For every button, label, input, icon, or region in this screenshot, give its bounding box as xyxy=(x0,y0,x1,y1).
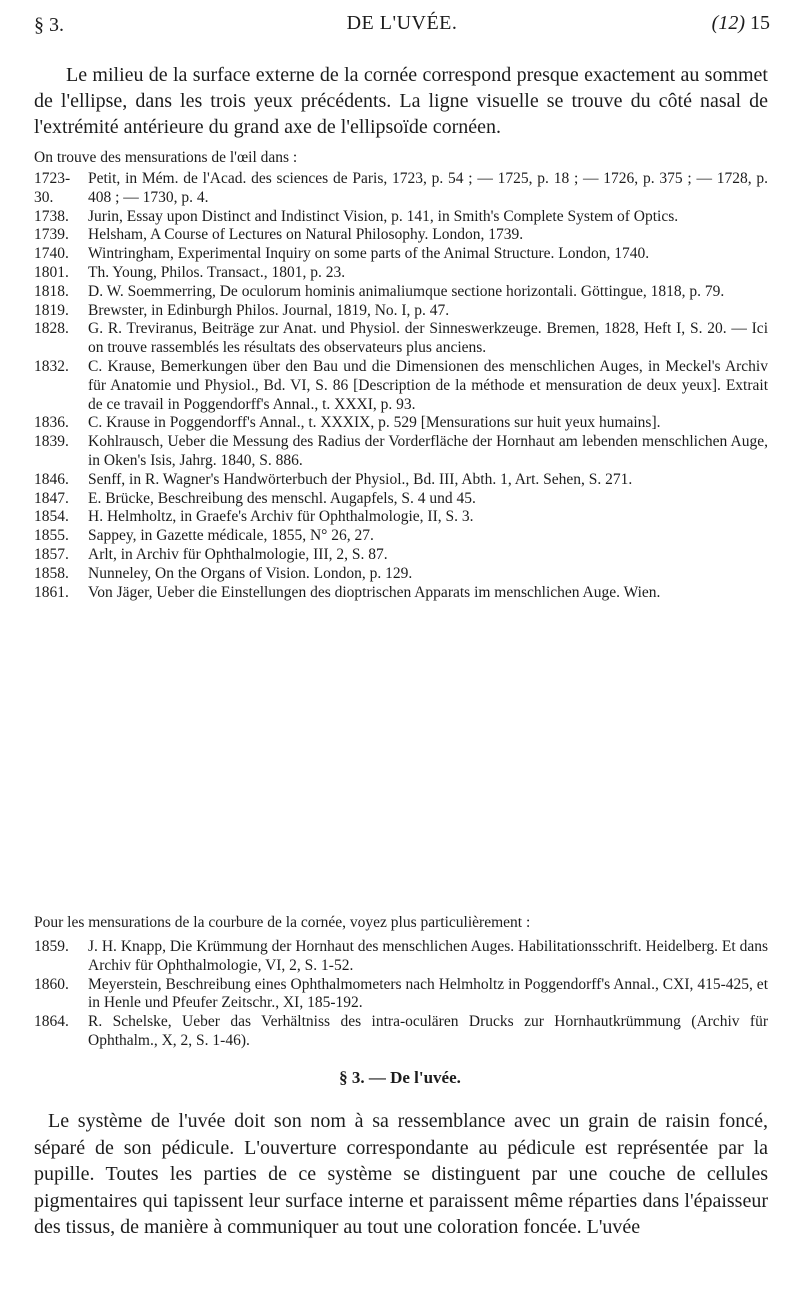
reference-entry xyxy=(34,264,768,283)
reference-text: Helsham, A Course of Lectures on Natural Philosophy. London, 1739. xyxy=(88,226,524,244)
reference-entry xyxy=(34,226,768,245)
reference-text: Sappey, in Gazette médicale, 1855, N° 26, 27. xyxy=(88,527,374,545)
reference-text: D. W. Soemmerring, De oculorum hominis animaliumque sectione horizontali. Göttingue, 1818, p. 79. xyxy=(88,282,725,300)
reference-entry xyxy=(34,358,768,414)
reference-year: 1839. xyxy=(34,433,69,451)
reference-entry xyxy=(34,1013,768,1051)
reference-year: 1847. xyxy=(34,489,69,507)
reference-text: R. Schelske, Ueber das Verhältniss des intra-oculären Drucks zur Hornhautkrümmung (Archiv für Ophthalm., X, 2, S. 1-46). xyxy=(88,1013,768,1049)
reference-text: Petit, in Mém. de l'Acad. des sciences de Paris, 1723, p. 54 ; — 1725, p. 18 ; — 1726, p. 375 ; — 1728, p. 408 ; — 1730, p. 4. xyxy=(88,170,768,206)
reference-year: 1801. xyxy=(34,263,69,281)
reference-entry xyxy=(34,283,768,302)
reference-entry xyxy=(34,527,768,546)
reference-entry xyxy=(34,170,768,208)
reference-text: Arlt, in Archiv für Ophthalmologie, III, 2, S. 87. xyxy=(88,545,388,563)
reference-text: E. Brücke, Beschreibung des menschl. Augapfels, S. 4 und 45. xyxy=(88,489,476,507)
running-header xyxy=(34,8,770,38)
reference-text: Jurin, Essay upon Distinct and Indistinct Vision, p. 141, in Smith's Complete System of Optics. xyxy=(88,207,679,225)
reference-entry xyxy=(34,320,768,358)
reference-year: 1738. xyxy=(34,207,69,225)
reference-year: 1858. xyxy=(34,564,69,582)
reference-year: 1846. xyxy=(34,470,69,488)
body-paragraph: Le système de l'uvée doit son nom à sa ressemblance avec un grain de raisin foncé, séparé de son pédicule. L'ouverture correspondante au pédicule est représentée par la pupille. Toutes les parties de ce système se distinguent par une couche de cellules pigmentaires qui tapissent leur surface interne et paraissent même réparties dans l'épaisseur des tissus, de manière à communiquer au tout une coloration foncée. L'uvée xyxy=(34,1110,768,1238)
reference-year: 1864. xyxy=(34,1013,69,1031)
reference-entry xyxy=(34,208,768,227)
reference-entry xyxy=(34,471,768,490)
header-page-number xyxy=(712,12,770,35)
reference-entry xyxy=(34,546,768,565)
header-folio: (12) xyxy=(711,12,745,34)
reference-text: Kohlrausch, Ueber die Messung des Radius der Vorderfläche der Hornhaut am lebenden menschlichen Auge, in Oken's Isis, Jahrg. 1840, S. 886. xyxy=(88,433,768,469)
reference-entry xyxy=(34,565,768,584)
header-page: 15 xyxy=(750,12,770,34)
reference-text: Th. Young, Philos. Transact., 1801, p. 23. xyxy=(88,263,346,281)
reference-text: H. Helmholtz, in Graefe's Archiv für Ophthalmologie, II, S. 3. xyxy=(88,508,474,526)
header-section-number: § 3. xyxy=(34,14,64,36)
reference-year: 1836. xyxy=(34,414,69,432)
reference-year: 1818. xyxy=(34,282,69,300)
reference-year: 1740. xyxy=(34,245,69,263)
reference-entry xyxy=(34,490,768,509)
reference-year: 1860. xyxy=(34,975,69,993)
reference-year: 1832. xyxy=(34,357,69,375)
reference-year: 1739. xyxy=(34,226,69,244)
reference-year: 1857. xyxy=(34,545,69,563)
reference-text: C. Krause, Bemerkungen über den Bau und die Dimensionen des menschlichen Auges, in Meckel's Archiv für Anatomie und Physiol., Bd. VI, S. 86 [Description de la méthode et mensuration de deux yeux]. Extrait de ce travail in Poggendorff's Annal., t. XXXI, p. 93. xyxy=(88,357,768,413)
reference-entry xyxy=(34,584,768,603)
intro-paragraph: Le milieu de la surface externe de la cornée correspond presque exactement au sommet de l'ellipse, dans les trois yeux précédents. La ligne visuelle se trouve du côté nasal de l'extrémité antérieure du grand axe de l'ellipsoïde cornéen. xyxy=(34,64,768,138)
reference-entry xyxy=(34,508,768,527)
measures-intro: On trouve des mensurations de l'œil dans : xyxy=(34,149,298,166)
section-heading: § 3. — De l'uvée. xyxy=(339,1068,461,1087)
reference-entry xyxy=(34,302,768,321)
reference-entry xyxy=(34,976,768,1014)
reference-year: 1859. xyxy=(34,938,69,955)
reference-year: 1828. xyxy=(34,320,69,338)
reference-text: Nunneley, On the Organs of Vision. London, p. 129. xyxy=(88,564,413,582)
reference-text: Brewster, in Edinburgh Philos. Journal, 1819, No. I, p. 47. xyxy=(88,301,450,319)
curvature-intro: Pour les mensurations de la courbure de la cornée, voyez plus particulièrement : xyxy=(34,914,531,931)
reference-entry xyxy=(34,433,768,471)
reference-text: Senff, in R. Wagner's Handwörterbuch der Physiol., Bd. III, Abth. 1, Art. Sehen, S. 271. xyxy=(88,470,633,488)
reference-text: Meyerstein, Beschreibung eines Ophthalmometers nach Helmholtz in Poggendorff's Annal., CXI, 415-425, et in Henle und Pfeufer Zeitschr., XI, 185-192. xyxy=(88,975,768,1012)
reference-entry xyxy=(34,245,768,264)
reference-year: 1854. xyxy=(34,508,69,526)
reference-year: 1861. xyxy=(34,583,69,601)
reference-year: 1855. xyxy=(34,527,69,545)
header-title: DE L'UVÉE. xyxy=(346,12,458,34)
reference-entry xyxy=(34,938,768,976)
reference-entry xyxy=(34,414,768,433)
reference-text: Wintringham, Experimental Inquiry on some parts of the Animal Structure. London, 1740. xyxy=(88,245,650,263)
reference-text: Von Jäger, Ueber die Einstellungen des dioptrischen Apparats im menschlichen Auge. Wien. xyxy=(88,583,661,601)
reference-text: C. Krause in Poggendorff's Annal., t. XXXIX, p. 529 [Mensurations sur huit yeux humains]. xyxy=(88,414,661,432)
curvature-reference-list xyxy=(34,938,768,1051)
reference-year: 1723-30. xyxy=(34,170,71,206)
reference-list xyxy=(34,170,768,602)
reference-text: G. R. Treviranus, Beiträge zur Anat. und Physiol. der Sinneswerkzeuge. Bremen, 1828, Heft I, S. 20. — Ici on trouve rassemblés les résultats des observateurs plus anciens. xyxy=(88,320,768,357)
reference-text: J. H. Knapp, Die Krümmung der Hornhaut des menschlichen Auges. Habilitationsschrift. Heidelberg. Et dans Archiv für Ophthalmologie, VI, 2, S. 1-52. xyxy=(88,938,768,974)
reference-year: 1819. xyxy=(34,301,69,319)
